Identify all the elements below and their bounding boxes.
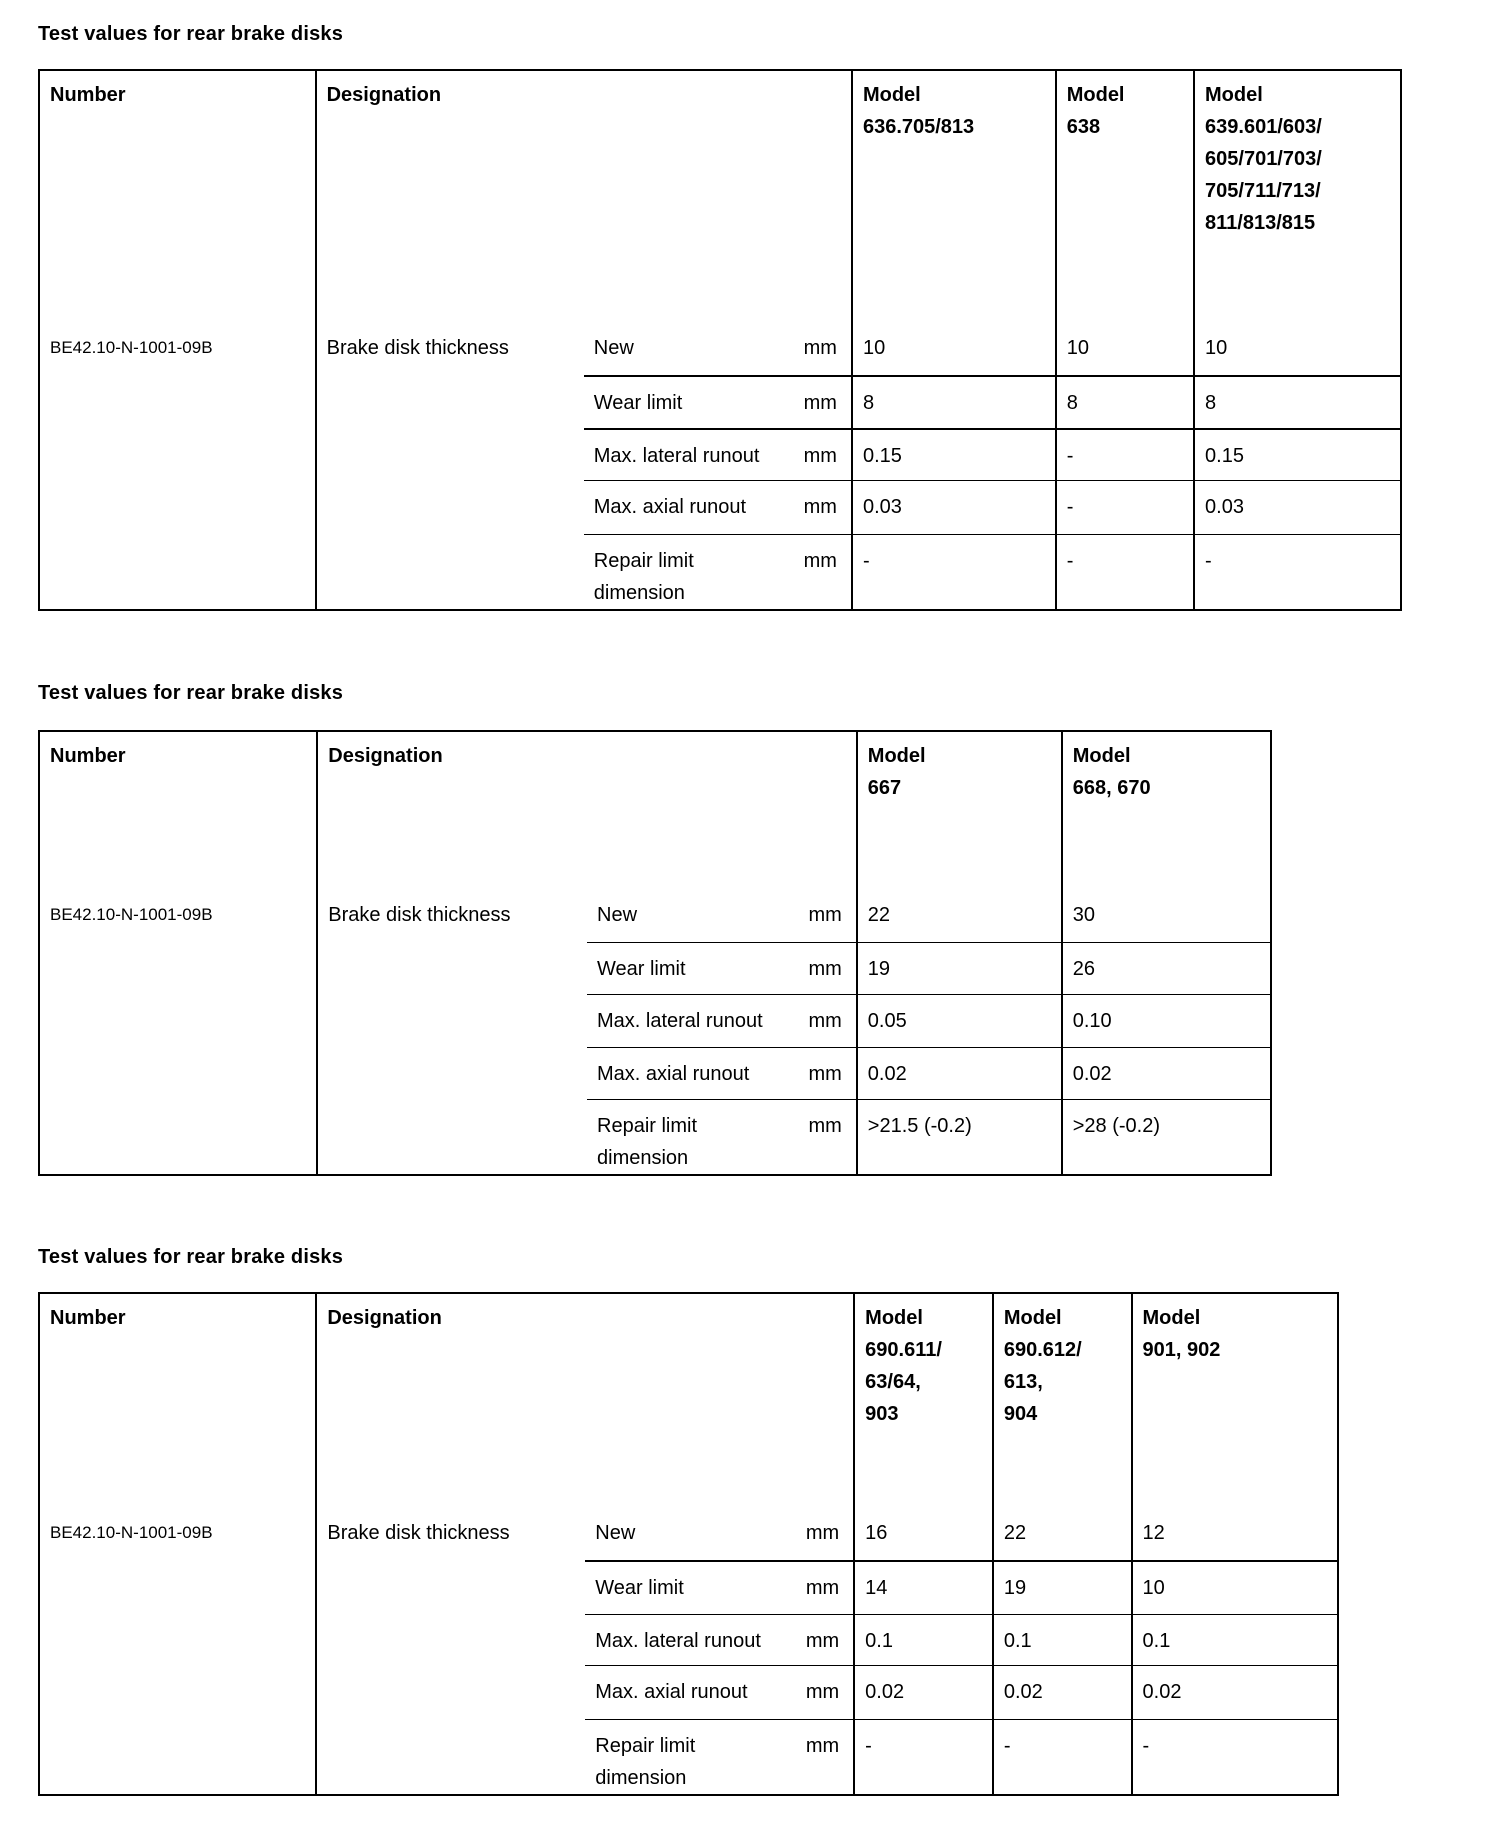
parameter-label: New <box>587 889 793 942</box>
header-row <box>39 731 1271 889</box>
table-row <box>39 322 1401 376</box>
model-header: Model 668, 670 <box>1062 731 1271 889</box>
designation-cell: Brake disk thickness <box>316 1507 585 1795</box>
value-cell: 19 <box>993 1561 1132 1614</box>
section-title: Test values for rear brake disks <box>38 1246 344 1268</box>
table-row <box>39 889 1271 942</box>
section-title: Test values for rear brake disks <box>38 23 344 45</box>
value-cell: - <box>854 1719 993 1795</box>
value-cell: 10 <box>1194 322 1401 376</box>
value-cell: 0.03 <box>852 480 1056 534</box>
part-number: BE42.10-N-1001-09B <box>50 338 213 357</box>
designation-cell: Brake disk thickness <box>317 889 587 1175</box>
unit-label: mm <box>789 480 852 534</box>
header-row <box>39 70 1401 322</box>
parameter-label: Max. axial runout <box>587 1047 793 1099</box>
parameter-label: Wear limit <box>585 1561 790 1614</box>
value-cell: 10 <box>1132 1561 1338 1614</box>
part-number: BE42.10-N-1001-09B <box>50 1523 213 1542</box>
value-cell: >28 (-0.2) <box>1062 1099 1271 1175</box>
test-values-table <box>38 1292 1339 1796</box>
parameter-label: New <box>585 1507 790 1561</box>
parameter-label: Repair limit dimension <box>595 1734 696 1789</box>
unit-label: mm <box>791 1614 855 1665</box>
value-cell: 0.15 <box>852 429 1056 480</box>
unit-label: mm <box>791 1507 855 1561</box>
value-cell: 16 <box>854 1507 993 1561</box>
unit-label: mm <box>789 322 852 376</box>
designation-header: Designation <box>316 1293 854 1507</box>
test-values-table <box>38 69 1402 611</box>
value-cell: >21.5 (-0.2) <box>857 1099 1062 1175</box>
test-values-table <box>38 730 1272 1176</box>
unit-label: mm <box>805 1734 840 1757</box>
parameter-label: New <box>584 322 789 376</box>
parameter-label: Repair limit dimension <box>597 1114 698 1169</box>
value-cell: 8 <box>1194 376 1401 429</box>
value-cell: - <box>1194 534 1401 610</box>
model-header: Model 636.705/813 <box>852 70 1056 322</box>
value-cell: - <box>1056 480 1194 534</box>
model-header: Model 901, 902 <box>1132 1293 1338 1507</box>
unit-label: mm <box>803 549 837 572</box>
parameter-label: Repair limit dimension <box>593 549 694 604</box>
value-cell: - <box>1056 429 1194 480</box>
model-header: Model 667 <box>857 731 1062 889</box>
parameter-label: Max. lateral runout <box>584 429 789 480</box>
designation-header: Designation <box>317 731 857 889</box>
value-cell: 0.02 <box>857 1047 1062 1099</box>
parameter-label: Wear limit <box>584 376 789 429</box>
part-number: BE42.10-N-1001-09B <box>50 905 213 924</box>
value-cell: 22 <box>857 889 1062 942</box>
value-cell: 0.02 <box>1062 1047 1271 1099</box>
value-cell: 0.1 <box>993 1614 1132 1665</box>
model-header: Model 639.601/603/ 605/701/703/ 705/711/713/ 811/813/815 <box>1194 70 1401 322</box>
value-cell: 0.02 <box>1132 1665 1338 1719</box>
value-cell: 8 <box>1056 376 1194 429</box>
value-cell: 30 <box>1062 889 1271 942</box>
parameter-label: Max. axial runout <box>585 1665 790 1719</box>
value-cell: 0.02 <box>854 1665 993 1719</box>
unit-label: mm <box>793 1047 857 1099</box>
parameter-label: Wear limit <box>587 942 793 994</box>
unit-label: mm <box>793 942 857 994</box>
value-cell: 0.15 <box>1194 429 1401 480</box>
designation-header: Designation <box>316 70 852 322</box>
model-header: Model 638 <box>1056 70 1194 322</box>
model-header: Model 690.611/ 63/64, 903 <box>854 1293 993 1507</box>
number-header: Number <box>50 84 126 106</box>
value-cell: 0.10 <box>1062 994 1271 1047</box>
value-cell: 10 <box>1056 322 1194 376</box>
parameter-label: Max. lateral runout <box>587 994 793 1047</box>
value-cell: - <box>852 534 1056 610</box>
table-row <box>39 1507 1338 1561</box>
number-header: Number <box>50 1307 126 1329</box>
value-cell: 0.02 <box>993 1665 1132 1719</box>
section-title: Test values for rear brake disks <box>38 682 344 704</box>
value-cell: 22 <box>993 1507 1132 1561</box>
value-cell: 0.1 <box>854 1614 993 1665</box>
value-cell: 19 <box>857 942 1062 994</box>
unit-label: mm <box>789 429 852 480</box>
value-cell: 10 <box>852 322 1056 376</box>
value-cell: - <box>1056 534 1194 610</box>
header-row <box>39 1293 1338 1507</box>
value-cell: 26 <box>1062 942 1271 994</box>
parameter-label: Max. lateral runout <box>585 1614 790 1665</box>
value-cell: 0.1 <box>1132 1614 1338 1665</box>
value-cell: 8 <box>852 376 1056 429</box>
designation-cell: Brake disk thickness <box>316 322 584 610</box>
value-cell: 14 <box>854 1561 993 1614</box>
model-header: Model 690.612/ 613, 904 <box>993 1293 1132 1507</box>
number-header: Number <box>50 745 126 767</box>
unit-label: mm <box>808 1114 842 1137</box>
value-cell: 0.03 <box>1194 480 1401 534</box>
value-cell: - <box>993 1719 1132 1795</box>
unit-label: mm <box>791 1665 855 1719</box>
value-cell: 0.05 <box>857 994 1062 1047</box>
unit-label: mm <box>793 994 857 1047</box>
unit-label: mm <box>793 889 857 942</box>
unit-label: mm <box>791 1561 855 1614</box>
unit-label: mm <box>789 376 852 429</box>
parameter-label: Max. axial runout <box>584 480 789 534</box>
value-cell: - <box>1132 1719 1338 1795</box>
value-cell: 12 <box>1132 1507 1338 1561</box>
